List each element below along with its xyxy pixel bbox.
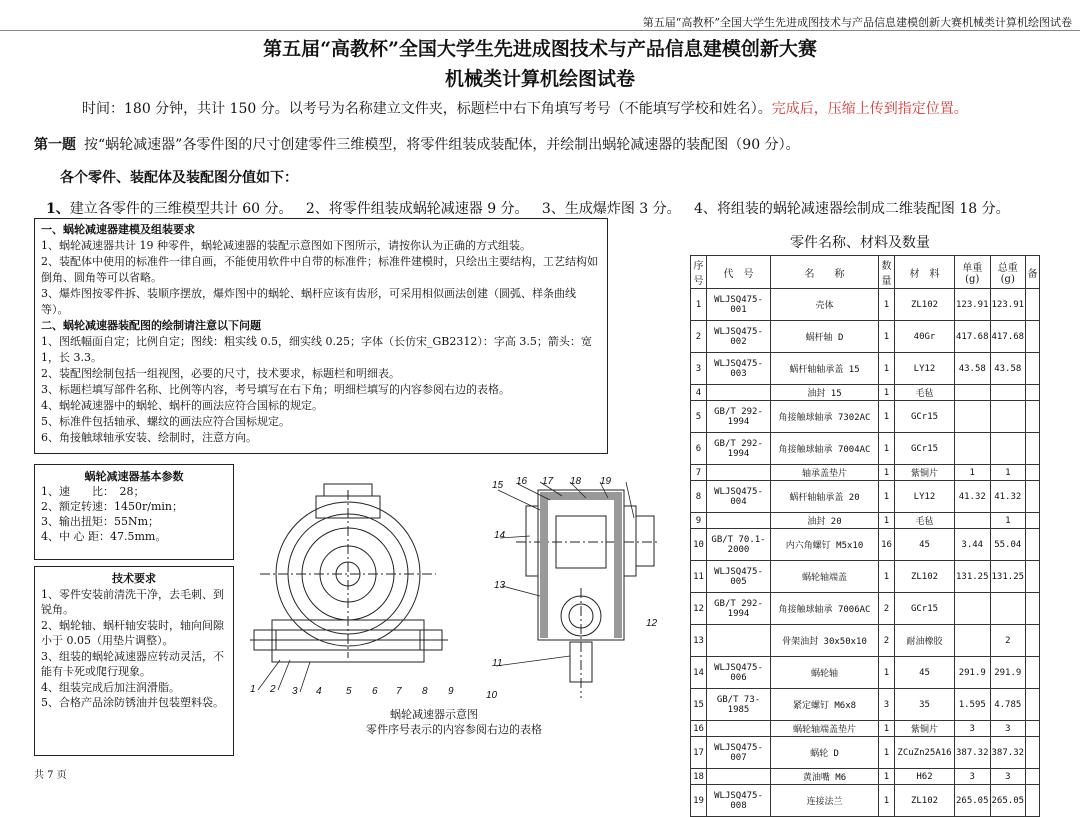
table-cell: 4 xyxy=(691,385,707,401)
technical-requirement-item: 1、零件安装前清洗干净，去毛刺、到锐角。 xyxy=(41,587,224,616)
drawing-label: 12 xyxy=(646,618,658,629)
requirement-item: 3、标题栏填写部件名称、比例等内容，考号填写在右下角；明细栏填写的内容参阅右边的表格。 xyxy=(41,383,510,396)
table-cell xyxy=(1026,689,1040,721)
drawing-caption: 蜗轮减速器示意图 xyxy=(390,708,478,721)
table-cell xyxy=(1026,785,1040,817)
parts-table xyxy=(690,255,1040,817)
table-cell: WLJSQ475-001 xyxy=(707,289,771,321)
table-cell xyxy=(1026,721,1040,737)
table-cell xyxy=(1026,385,1040,401)
table-row xyxy=(691,657,1040,689)
parameter-item: 4、中 心 距：47.5mm。 xyxy=(41,530,167,543)
table-cell: 油封 15 xyxy=(771,385,879,401)
table-cell: 蜗轮轴端盖 xyxy=(771,561,879,593)
assembly-schematic-drawing xyxy=(240,476,660,706)
table-cell: 1 xyxy=(879,465,895,481)
table-cell: 1 xyxy=(691,289,707,321)
table-cell: 3 xyxy=(955,721,991,737)
table-cell: 41.32 xyxy=(955,481,991,513)
table-cell xyxy=(707,465,771,481)
technical-requirements-title: 技术要求 xyxy=(112,572,156,585)
table-cell xyxy=(1026,657,1040,689)
table-cell: 1 xyxy=(879,433,895,465)
table-cell: 387.32 xyxy=(990,737,1026,769)
table-row xyxy=(691,513,1040,529)
table-cell: 131.25 xyxy=(955,561,991,593)
table-cell xyxy=(1026,433,1040,465)
parameter-item: 1、速 比： 28； xyxy=(41,485,145,498)
requirement-item: 5、标准件包括轴承、螺纹的画法应符合国标规定。 xyxy=(41,415,290,428)
table-cell: 1 xyxy=(879,481,895,513)
table-cell: 1 xyxy=(990,513,1026,529)
table-cell xyxy=(955,433,991,465)
header-cell: 备 xyxy=(1026,256,1040,289)
drawing-label: 3 xyxy=(292,686,298,697)
table-cell: WLJSQ475-002 xyxy=(707,321,771,353)
table-cell: 9 xyxy=(691,513,707,529)
table-cell: WLJSQ475-005 xyxy=(707,561,771,593)
table-cell: 角接触球轴承 7302AC xyxy=(771,401,879,433)
table-cell: 1 xyxy=(879,513,895,529)
table-cell: 35 xyxy=(895,689,955,721)
table-cell xyxy=(707,625,771,657)
table-cell: 1 xyxy=(879,401,895,433)
drawing-label: 14 xyxy=(494,530,506,541)
exam-subtitle: 机械类计算机绘图试卷 xyxy=(444,68,635,90)
table-cell: 轴承盖垫片 xyxy=(771,465,879,481)
drawing-label: 2 xyxy=(270,684,276,695)
table-cell: 蜗杆轴轴承盖 20 xyxy=(771,481,879,513)
table-cell: GCr15 xyxy=(895,433,955,465)
table-cell: 45 xyxy=(895,657,955,689)
technical-requirement-item: 5、合格产品涂防锈油并包装塑料袋。 xyxy=(41,696,224,709)
table-cell xyxy=(955,385,991,401)
requirement-item: 1、蜗轮减速器共计 19 种零件，蜗轮减速器的装配示意图如下图所示，请按你认为正确的方式组装。 xyxy=(41,239,531,252)
header-cell: 数量 xyxy=(879,256,895,289)
table-cell: 骨架油封 30x50x10 xyxy=(771,625,879,657)
requirement-item: 2、装配图绘制包括一组视图，必要的尺寸，技术要求，标题栏和明细表。 xyxy=(41,367,400,380)
table-cell: 内六角螺钉 M5x10 xyxy=(771,529,879,561)
technical-requirements-box xyxy=(34,566,234,756)
drawing-label: 19 xyxy=(600,476,612,487)
requirement-item: 3、爆炸图按零件拆、装顺序摆放，爆炸图中的蜗轮、蜗杆应该有齿形，可采用相似画法创建（圆弧、样条曲线等）。 xyxy=(41,287,576,316)
table-cell: 1 xyxy=(879,385,895,401)
requirements-section-2-title: 二、蜗轮减速器装配图的绘制请注意以下问题 xyxy=(41,319,261,332)
table-cell: WLJSQ475-007 xyxy=(707,737,771,769)
table-cell: 2 xyxy=(990,625,1026,657)
table-cell: GCr15 xyxy=(895,401,955,433)
table-cell: 蜗轮轴 xyxy=(771,657,879,689)
table-cell: 2 xyxy=(879,625,895,657)
table-cell xyxy=(1026,401,1040,433)
score-heading: 各个零件、装配体及装配图分值如下： xyxy=(60,170,298,186)
requirement-item: 4、蜗轮减速器中的蜗轮、蜗杆的画法应符合国标的规定。 xyxy=(41,399,323,412)
drawing-label: 16 xyxy=(516,476,528,487)
table-cell xyxy=(1026,529,1040,561)
table-cell: 油封 20 xyxy=(771,513,879,529)
table-cell: 蜗杆轴 D xyxy=(771,321,879,353)
header-divider xyxy=(0,30,1080,31)
table-cell xyxy=(707,385,771,401)
table-row xyxy=(691,289,1040,321)
exam-title: 第五届“高教杯”全国大学生先进成图技术与产品信息建模创新大赛 xyxy=(263,38,817,60)
score-item: 3、生成爆炸图 3 分。 xyxy=(541,201,681,217)
technical-requirement-item: 3、组装的蜗轮减速器应转动灵活，不能有卡死或爬行现象。 xyxy=(41,649,224,678)
parameter-item: 2、额定转速：1450r/min； xyxy=(41,500,183,513)
table-cell: 13 xyxy=(691,625,707,657)
table-cell: 11 xyxy=(691,561,707,593)
requirements-section-1-title: 一、蜗轮减速器建模及组装要求 xyxy=(41,223,195,236)
table-cell: 毛毡 xyxy=(895,385,955,401)
parameters-box xyxy=(34,464,234,560)
requirements-box xyxy=(34,218,608,454)
table-cell: 1.595 xyxy=(955,689,991,721)
table-cell: WLJSQ475-004 xyxy=(707,481,771,513)
table-cell xyxy=(707,721,771,737)
drawing-label: 18 xyxy=(570,476,582,487)
table-cell xyxy=(990,385,1026,401)
time-text-warning: 完成后，压缩上传到指定位置。 xyxy=(771,101,968,117)
table-cell: 1 xyxy=(879,721,895,737)
table-row xyxy=(691,625,1040,657)
header-cell: 序号 xyxy=(691,256,707,289)
header-cell: 总重(g) xyxy=(990,256,1026,289)
table-row xyxy=(691,385,1040,401)
table-cell xyxy=(955,513,991,529)
drawing-label: 7 xyxy=(396,686,402,697)
table-cell: 123.91 xyxy=(990,289,1026,321)
table-cell: 2 xyxy=(879,593,895,625)
table-cell: GB/T 292-1994 xyxy=(707,401,771,433)
parts-table-title: 零件名称、材料及数量 xyxy=(790,235,930,251)
table-cell: ZL102 xyxy=(895,785,955,817)
table-cell xyxy=(955,625,991,657)
table-row xyxy=(691,593,1040,625)
table-cell xyxy=(1026,465,1040,481)
header-cell: 单重(g) xyxy=(955,256,991,289)
table-row xyxy=(691,737,1040,769)
table-cell: 17 xyxy=(691,737,707,769)
table-cell: GB/T 292-1994 xyxy=(707,593,771,625)
table-cell: 蜗轮轴端盖垫片 xyxy=(771,721,879,737)
drawing-label: 6 xyxy=(372,686,378,697)
requirement-item: 6、角接触球轴承安装、绘制时，注意方向。 xyxy=(41,431,257,444)
table-row xyxy=(691,433,1040,465)
table-cell: 40Gr xyxy=(895,321,955,353)
table-cell: 41.32 xyxy=(990,481,1026,513)
score-item: 1、建立各零件的三维模型共计 60 分。 xyxy=(46,201,293,217)
drawing-caption-note: 零件序号表示的内容参阅右边的表格 xyxy=(366,723,542,736)
table-cell: 18 xyxy=(691,769,707,785)
table-cell: 265.05 xyxy=(955,785,991,817)
header-cell: 名 称 xyxy=(771,256,879,289)
drawing-label: 8 xyxy=(422,686,428,697)
table-cell: 黄油嘴 M6 xyxy=(771,769,879,785)
table-cell: 14 xyxy=(691,657,707,689)
table-cell: 12 xyxy=(691,593,707,625)
drawing-label: 17 xyxy=(542,476,554,487)
table-cell xyxy=(1026,321,1040,353)
header-cell: 代 号 xyxy=(707,256,771,289)
table-cell xyxy=(1026,593,1040,625)
drawing-label: 15 xyxy=(492,480,504,491)
table-cell: 蜗杆轴轴承盖 15 xyxy=(771,353,879,385)
table-cell: 43.58 xyxy=(990,353,1026,385)
table-cell: 蜗轮 D xyxy=(771,737,879,769)
table-cell: WLJSQ475-006 xyxy=(707,657,771,689)
table-cell xyxy=(1026,561,1040,593)
drawing-label: 4 xyxy=(316,686,322,697)
table-cell: 3 xyxy=(990,721,1026,737)
table-row xyxy=(691,529,1040,561)
table-row xyxy=(691,321,1040,353)
requirement-item: 1、图纸幅面自定；比例自定；图线：粗实线 0.5，细实线 0.25；字体（长仿宋_GB2312）：字高 3.5；箭头：宽 1，长 3.3。 xyxy=(41,335,592,364)
table-cell: GB/T 73-1985 xyxy=(707,689,771,721)
drawing-label: 10 xyxy=(486,690,498,701)
table-row xyxy=(691,785,1040,817)
table-cell xyxy=(707,513,771,529)
table-cell xyxy=(1026,625,1040,657)
table-cell: 291.9 xyxy=(990,657,1026,689)
table-cell xyxy=(1026,481,1040,513)
table-cell: WLJSQ475-003 xyxy=(707,353,771,385)
table-row xyxy=(691,481,1040,513)
table-cell: 4.785 xyxy=(990,689,1026,721)
table-cell: 3.44 xyxy=(955,529,991,561)
question-1 xyxy=(34,134,800,154)
score-list xyxy=(46,198,1010,218)
drawing-label: 9 xyxy=(448,686,454,697)
drawing-label: 11 xyxy=(492,658,503,669)
table-cell: 紧定螺钉 M6x8 xyxy=(771,689,879,721)
time-text: 时间：180 分钟，共计 150 分。以考号为名称建立文件夹，标题栏中右下角填写考号（不能填写学校和姓名）。 xyxy=(82,101,772,117)
table-cell: 45 xyxy=(895,529,955,561)
table-cell xyxy=(990,433,1026,465)
table-row xyxy=(691,401,1040,433)
table-cell: LY12 xyxy=(895,353,955,385)
table-cell: 3 xyxy=(990,769,1026,785)
technical-requirement-item: 4、组装完成后加注润滑脂。 xyxy=(41,680,180,694)
table-cell: 角接触球轴承 7004AC xyxy=(771,433,879,465)
table-cell: 7 xyxy=(691,465,707,481)
table-cell: 417.68 xyxy=(990,321,1026,353)
table-cell xyxy=(1026,769,1040,785)
table-cell: 16 xyxy=(879,529,895,561)
table-cell: ZCuZn25A16 xyxy=(895,737,955,769)
table-row xyxy=(691,353,1040,385)
table-cell: 5 xyxy=(691,401,707,433)
table-cell: 291.9 xyxy=(955,657,991,689)
table-cell xyxy=(990,401,1026,433)
time-instructions xyxy=(82,98,968,118)
table-cell xyxy=(955,593,991,625)
table-cell xyxy=(955,401,991,433)
table-cell: GCr15 xyxy=(895,593,955,625)
table-cell: GB/T 292-1994 xyxy=(707,433,771,465)
table-cell: 2 xyxy=(691,321,707,353)
table-cell: 1 xyxy=(990,465,1026,481)
table-cell: 1 xyxy=(879,353,895,385)
table-cell: 1 xyxy=(879,321,895,353)
table-cell: ZL102 xyxy=(895,561,955,593)
table-cell: LY12 xyxy=(895,481,955,513)
table-row xyxy=(691,465,1040,481)
table-cell: 1 xyxy=(879,657,895,689)
table-cell: 3 xyxy=(691,353,707,385)
table-cell: 3 xyxy=(955,769,991,785)
page-count: 共 7 页 xyxy=(34,770,67,781)
table-cell xyxy=(990,593,1026,625)
table-cell: 角接触球轴承 7006AC xyxy=(771,593,879,625)
table-cell xyxy=(707,769,771,785)
table-cell: 耐油橡胶 xyxy=(895,625,955,657)
table-cell xyxy=(1026,737,1040,769)
table-cell: 紫铜片 xyxy=(895,465,955,481)
question-1-label: 第一题 xyxy=(34,137,76,153)
table-cell: 6 xyxy=(691,433,707,465)
requirement-item: 2、装配体中使用的标准件一律自画，不能使用软件中自带的标准件；标准件建模时，只绘出主要结构，工艺结构如倒角、圆角等可以省略。 xyxy=(41,255,598,284)
table-cell xyxy=(1026,353,1040,385)
table-cell: 387.32 xyxy=(955,737,991,769)
table-row xyxy=(691,561,1040,593)
table-cell: 3 xyxy=(879,689,895,721)
table-cell: GB/T 70.1-2000 xyxy=(707,529,771,561)
header-running-title: 第五届“高教杯”全国大学生先进成图技术与产品信息建模创新大赛机械类计算机绘图试卷 xyxy=(642,16,1072,29)
table-cell: 1 xyxy=(879,785,895,817)
table-cell: 壳体 xyxy=(771,289,879,321)
table-cell: 417.68 xyxy=(955,321,991,353)
table-cell: 1 xyxy=(879,289,895,321)
table-row xyxy=(691,689,1040,721)
table-cell xyxy=(1026,513,1040,529)
table-cell: 1 xyxy=(879,769,895,785)
table-cell: 1 xyxy=(879,561,895,593)
table-cell: 8 xyxy=(691,481,707,513)
drawing-label: 13 xyxy=(494,580,506,591)
table-cell: 1 xyxy=(879,737,895,769)
table-cell: 10 xyxy=(691,529,707,561)
table-cell: ZL102 xyxy=(895,289,955,321)
table-cell xyxy=(1026,289,1040,321)
drawing-label: 5 xyxy=(346,686,352,697)
score-item: 2、将零件组装成蜗轮减速器 9 分。 xyxy=(305,201,529,217)
table-cell: 15 xyxy=(691,689,707,721)
technical-requirement-item: 2、蜗轮轴、蜗杆轴安装时，轴向间隙小于 0.05（用垫片调整）。 xyxy=(41,618,224,647)
table-row xyxy=(691,769,1040,785)
table-cell: 43.58 xyxy=(955,353,991,385)
table-cell: WLJSQ475-008 xyxy=(707,785,771,817)
table-cell: 19 xyxy=(691,785,707,817)
table-cell: 55.04 xyxy=(990,529,1026,561)
table-cell: 紫铜片 xyxy=(895,721,955,737)
table-cell: 265.05 xyxy=(990,785,1026,817)
parameter-item: 3、输出扭矩：55Nm； xyxy=(41,515,160,528)
parameters-title: 蜗轮减速器基本参数 xyxy=(84,470,184,483)
table-cell: 1 xyxy=(955,465,991,481)
table-cell: 毛毡 xyxy=(895,513,955,529)
drawing-label: 1 xyxy=(250,684,256,695)
table-cell: 131.25 xyxy=(990,561,1026,593)
parts-table-header xyxy=(691,256,1040,289)
table-cell: 123.91 xyxy=(955,289,991,321)
table-row xyxy=(691,721,1040,737)
table-cell: 16 xyxy=(691,721,707,737)
header-cell: 材 料 xyxy=(895,256,955,289)
table-cell: H62 xyxy=(895,769,955,785)
score-item: 4、将组装的蜗轮减速器绘制成二维装配图 18 分。 xyxy=(694,201,1010,217)
question-1-text: 按“蜗轮减速器”各零件图的尺寸创建零件三维模型，将零件组装成装配体，并绘制出蜗轮减速器的装配图（90 分）。 xyxy=(84,137,800,153)
table-cell: 连接法兰 xyxy=(771,785,879,817)
